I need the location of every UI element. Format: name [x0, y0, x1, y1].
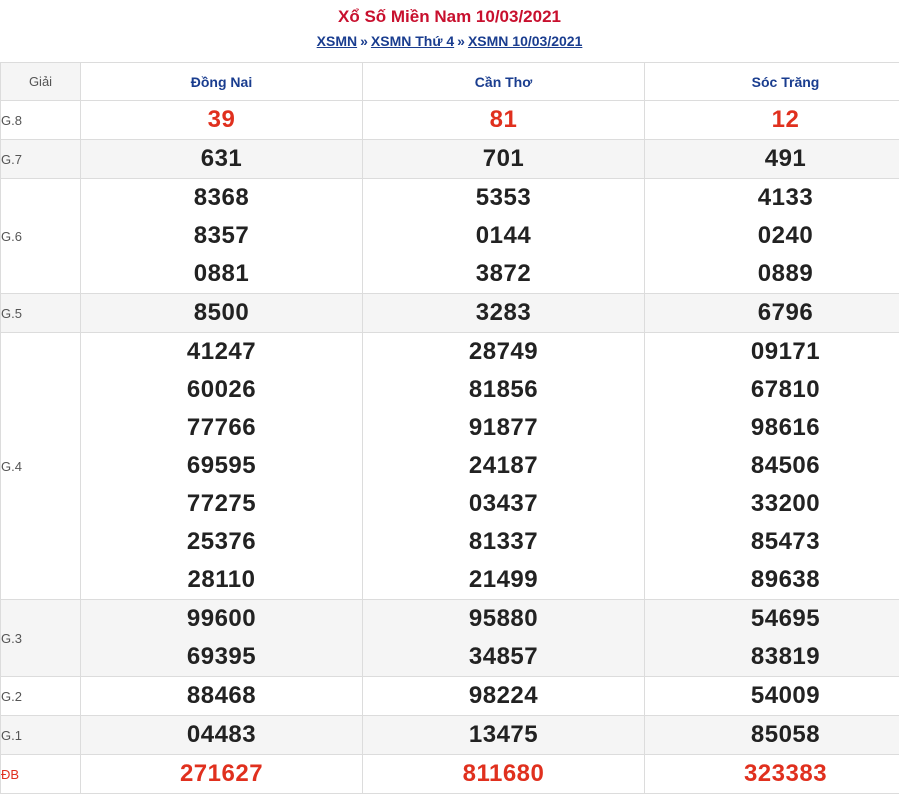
result-cell [363, 755, 645, 794]
prize-row [1, 101, 899, 140]
result-number: 69595 [186, 452, 257, 479]
breadcrumb-xsmn-link[interactable]: XSMN [316, 33, 358, 49]
result-number: 91877 [468, 414, 539, 441]
result-number: 0240 [757, 222, 814, 249]
result-cell [81, 333, 363, 600]
result-number: 54695 [750, 605, 821, 632]
result-number: 28749 [468, 338, 539, 365]
prize-label: G.8 [1, 101, 81, 140]
result-cell [645, 716, 899, 755]
result-number: 81337 [468, 528, 539, 555]
result-cell [645, 294, 899, 333]
prize-row [1, 179, 899, 294]
result-cell [363, 294, 645, 333]
breadcrumb-separator: » [457, 33, 465, 49]
result-number: 89638 [750, 566, 821, 593]
result-cell [645, 333, 899, 600]
province-header-can-tho[interactable]: Cần Thơ [363, 63, 645, 101]
result-number: 3283 [475, 299, 532, 326]
prize-row [1, 600, 899, 677]
result-number: 04483 [186, 721, 257, 748]
result-number: 84506 [750, 452, 821, 479]
result-number: 85473 [750, 528, 821, 555]
result-number: 491 [764, 145, 807, 172]
result-cell [645, 101, 899, 140]
result-number: 54009 [750, 682, 821, 709]
result-number: 33200 [750, 490, 821, 517]
result-cell [645, 600, 899, 677]
breadcrumb [0, 32, 899, 50]
result-number: 0889 [757, 260, 814, 287]
prize-row [1, 677, 899, 716]
result-cell [363, 716, 645, 755]
result-number: 67810 [750, 376, 821, 403]
breadcrumb-separator: » [360, 33, 368, 49]
result-number: 8368 [193, 184, 250, 211]
result-cell [645, 755, 899, 794]
result-cell [81, 716, 363, 755]
result-number: 5353 [475, 184, 532, 211]
result-cell [645, 140, 899, 179]
result-number: 60026 [186, 376, 257, 403]
result-cell [363, 101, 645, 140]
result-number: 98224 [468, 682, 539, 709]
result-number: 0144 [475, 222, 532, 249]
result-cell [81, 179, 363, 294]
result-number: 323383 [743, 760, 828, 787]
page-header [0, 0, 899, 62]
result-number: 03437 [468, 490, 539, 517]
prize-column-header: Giải [1, 63, 81, 101]
result-number: 99600 [186, 605, 257, 632]
prize-label: G.6 [1, 179, 81, 294]
prize-row [1, 294, 899, 333]
result-number: 8500 [193, 299, 250, 326]
result-number: 0881 [193, 260, 250, 287]
prize-row [1, 333, 899, 600]
result-number: 271627 [179, 760, 264, 787]
result-number: 8357 [193, 222, 250, 249]
result-number: 24187 [468, 452, 539, 479]
result-number: 4133 [757, 184, 814, 211]
results-body [1, 101, 899, 794]
prize-label: G.1 [1, 716, 81, 755]
result-number: 25376 [186, 528, 257, 555]
result-number: 3872 [475, 260, 532, 287]
result-number: 77766 [186, 414, 257, 441]
result-number: 6796 [757, 299, 814, 326]
prize-row [1, 755, 899, 794]
result-cell [81, 755, 363, 794]
result-number: 95880 [468, 605, 539, 632]
result-number: 39 [207, 106, 236, 133]
result-number: 77275 [186, 490, 257, 517]
result-cell [81, 140, 363, 179]
province-header-soc-trang[interactable]: Sóc Trăng [645, 63, 899, 101]
result-cell [363, 333, 645, 600]
result-number: 28110 [187, 566, 256, 593]
breadcrumb-xsmn-thu4-link[interactable]: XSMN Thứ 4 [370, 33, 455, 49]
prize-label: G.5 [1, 294, 81, 333]
breadcrumb-xsmn-date-link[interactable]: XSMN 10/03/2021 [467, 33, 583, 49]
results-table [0, 62, 899, 794]
result-number: 12 [771, 106, 800, 133]
result-number: 83819 [750, 643, 821, 670]
result-cell [81, 101, 363, 140]
prize-label: G.2 [1, 677, 81, 716]
result-number: 98616 [750, 414, 821, 441]
result-number: 81856 [468, 376, 539, 403]
result-cell [81, 294, 363, 333]
result-number: 13475 [468, 721, 539, 748]
result-number: 701 [482, 145, 525, 172]
prize-row [1, 140, 899, 179]
table-header-row [1, 63, 899, 101]
result-number: 34857 [468, 643, 539, 670]
prize-label: G.3 [1, 600, 81, 677]
result-cell [645, 677, 899, 716]
result-cell [645, 179, 899, 294]
result-cell [363, 677, 645, 716]
province-header-dong-nai[interactable]: Đồng Nai [81, 63, 363, 101]
prize-label: G.4 [1, 333, 81, 600]
result-cell [363, 140, 645, 179]
result-cell [81, 600, 363, 677]
page-title: Xổ Số Miền Nam 10/03/2021 [338, 7, 561, 26]
result-number: 69395 [186, 643, 257, 670]
result-number: 21499 [468, 566, 539, 593]
prize-label: ĐB [1, 755, 81, 794]
result-number: 88468 [186, 682, 257, 709]
result-number: 85058 [750, 721, 821, 748]
prize-row [1, 716, 899, 755]
result-number: 09171 [750, 338, 821, 365]
result-number: 41247 [186, 338, 257, 365]
result-number: 81 [489, 106, 518, 133]
result-cell [363, 600, 645, 677]
result-number: 631 [200, 145, 243, 172]
prize-label: G.7 [1, 140, 81, 179]
result-number: 811680 [462, 760, 545, 787]
result-cell [81, 677, 363, 716]
result-cell [363, 179, 645, 294]
